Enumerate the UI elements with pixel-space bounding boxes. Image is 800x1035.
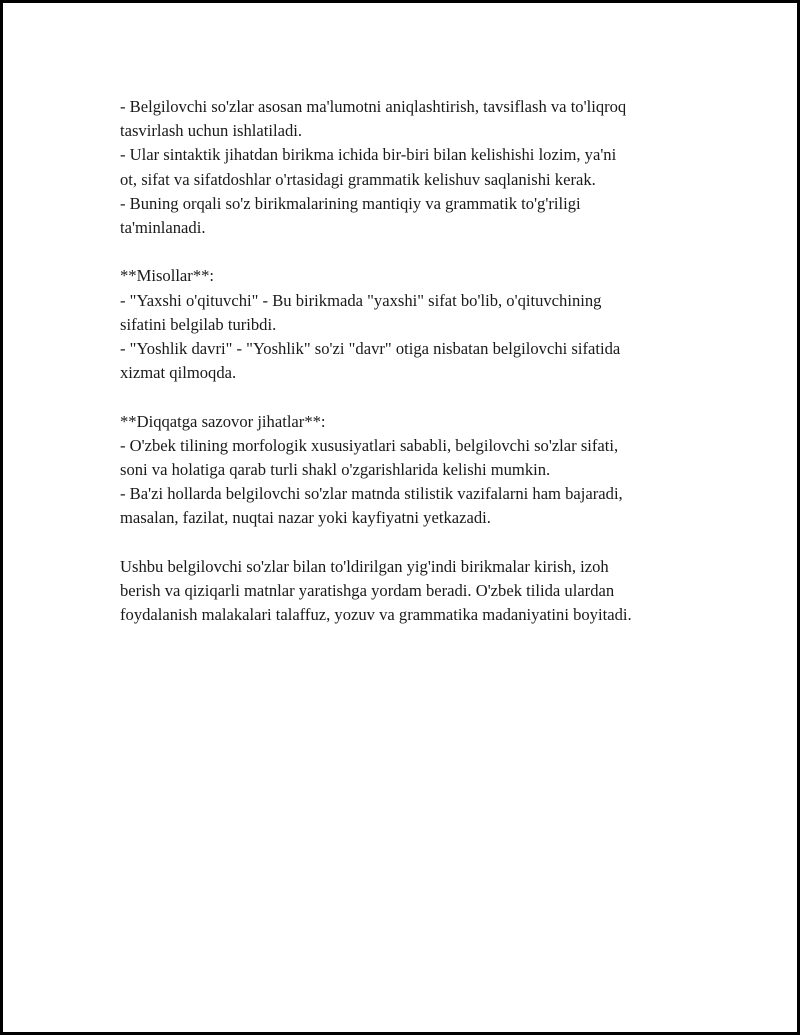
text-line: xizmat qilmoqda. [120,363,237,383]
paragraph-conclusion [120,555,710,628]
text-line: - Belgilovchi so'zlar asosan ma'lumotni aniqlashtirish, tavsiflash va to'liqroq [120,97,627,116]
text-line: soni va holatiga qarab turli shakl o'zgarishlarida kelishi mumkin. [120,460,551,480]
text-line: ot, sifat va sifatdoshlar o'rtasidagi grammatik kelishuv saqlanishi kerak. [120,169,596,189]
paragraph-usage [120,95,710,240]
section-heading: **Diqqatga sazovor jihatlar**: [120,411,326,431]
text-line: - O'zbek tilining morfologik xususiyatlari sababli, belgilovchi so'zlar sifati, [120,435,619,455]
paragraph-notable-aspects [120,410,710,531]
section-heading: **Misollar**: [120,266,215,286]
text-line: berish va qiziqarli matnlar yaratishga yordam beradi. O'zbek tilida ulardan [120,581,615,601]
text-line: ta'minlanadi. [120,218,206,238]
text-line: - Ular sintaktik jihatdan birikma ichida bir-biri bilan kelishishi lozim, ya'ni [120,145,617,165]
paragraph-examples [120,264,710,385]
text-line: - "Yaxshi o'qituvchi" - Bu birikmada "yaxshi" sifat bo'lib, o'qituvchining [120,290,602,310]
text-line: Ushbu belgilovchi so'zlar bilan to'ldirilgan yig'indi birikmalar kirish, izoh [120,556,609,576]
text-line: sifatini belgilab turibdi. [120,314,277,334]
text-line: - Ba'zi hollarda belgilovchi so'zlar matnda stilistik vazifalarni ham bajaradi, [120,484,623,504]
document-body [120,95,710,652]
text-line: - Buning orqali so'z birikmalarining mantiqiy va grammatik to'g'riligi [120,193,581,213]
text-line: masalan, fazilat, nuqtai nazar yoki kayfiyatni yetkazadi. [120,508,491,528]
text-line: - "Yoshlik davri" - "Yoshlik" so'zi "davr" otiga nisbatan belgilovchi sifatida [120,339,621,359]
text-line: tasvirlash uchun ishlatiladi. [120,121,303,141]
text-line: foydalanish malakalari talaffuz, yozuv va grammatika madaniyatini boyitadi. [120,605,632,625]
